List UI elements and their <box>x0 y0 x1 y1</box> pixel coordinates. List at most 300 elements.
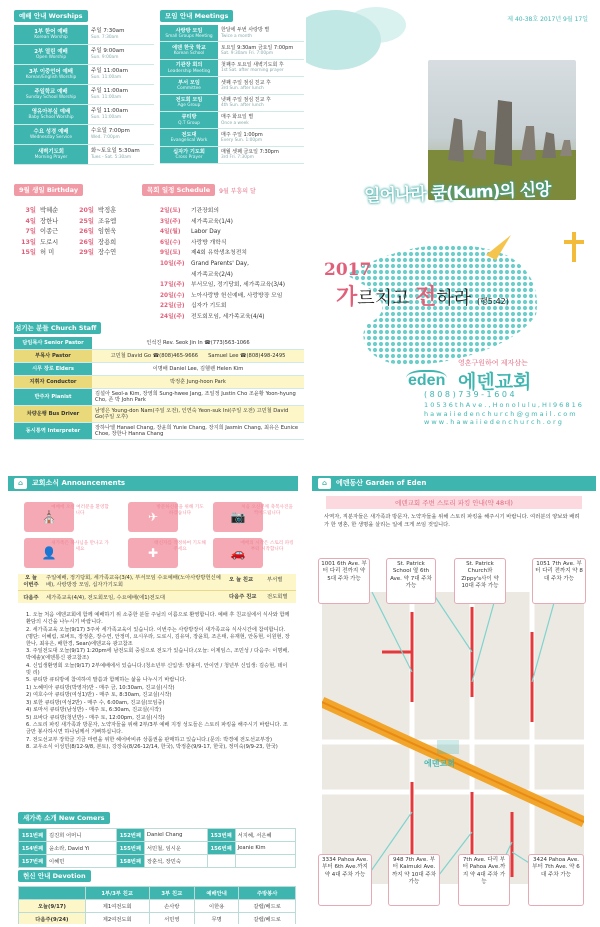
worship-time-ko: 주일 9:00am <box>91 48 125 55</box>
meeting-row <box>160 42 304 59</box>
meeting-info-en: Twice a month <box>221 33 252 39</box>
meeting-name-en: Leadership Meeting <box>167 68 211 74</box>
schedule-event: 세가족교육(2/4) <box>191 271 233 278</box>
announcement-item: 3) 로한 큐티방(여성2반) - 매주 수, 6:00am, 진교실(모임중) <box>26 699 165 706</box>
birthday-row <box>18 248 76 259</box>
staff-role: 동시통역 Interpreter <box>14 423 92 439</box>
banner-panel <box>306 0 600 460</box>
staff-role: 반주자 Pianist <box>14 389 92 405</box>
year-label: 2017 <box>324 260 372 280</box>
staff-role: 지휘자 Conductor <box>14 376 92 388</box>
cross-icon <box>564 232 584 262</box>
meeting-name-en: Cross Prayer <box>175 155 203 161</box>
newcomer-empty <box>235 855 295 868</box>
meeting-info-ko: 토요일 9:30am 금요일 7:00pm <box>221 44 294 51</box>
meeting-info-ko: 매주 화요일 별 <box>221 114 254 121</box>
meeting-name <box>160 42 218 58</box>
newcomer-name: 김진희 어머니 <box>47 829 117 842</box>
garden-panel <box>312 476 596 924</box>
meeting-name-ko: 부서 모임 <box>178 79 200 86</box>
meeting-info <box>218 77 304 93</box>
worship-row <box>14 65 154 85</box>
today-fellowship: 부서별 <box>267 577 283 583</box>
pastor-card-icon: 👤 <box>24 538 74 568</box>
meeting-row <box>160 25 304 42</box>
birthday-date: 20일 <box>79 207 94 214</box>
schedule-event: 전도회모임, 세가족교육(4/4) <box>191 313 265 320</box>
staff-row <box>14 363 304 376</box>
newcomer-name: 서민철, 임시운 <box>144 842 207 855</box>
newcomer-name: 이혜민 <box>47 855 117 868</box>
staff-name: 고민철 David Go ☎(808)465-9666 <box>110 352 199 359</box>
worship-name-ko: 1부 한어 예배 <box>34 28 68 35</box>
meeting-name-en: Committee <box>177 85 201 91</box>
worship-name <box>14 85 88 104</box>
schedule-date: 6일(수) <box>160 239 181 246</box>
worship-name-en: Open Worship <box>35 55 67 61</box>
meeting-name-ko: 큐티방 <box>181 114 197 121</box>
birthday-date: 29일 <box>79 249 94 256</box>
birthday-row <box>76 217 134 228</box>
schedule-row <box>160 280 304 291</box>
card-text-1: 예배에 오신 여러분을 환영합니다 <box>51 505 109 516</box>
staff-names <box>92 376 304 388</box>
meeting-name-en: Small Groups Meeting <box>165 33 213 39</box>
birthday-name: 장한나 <box>40 217 59 225</box>
schedule-header: 목회 일정 Schedule <box>142 184 215 196</box>
birthday-name: 장수연 <box>98 249 117 256</box>
announcement-item: 1) 노혜미아 큐티방(박영자)반 - 매주 금, 10:30am, 진교실(시작) <box>26 684 175 691</box>
staff-name: 장하나엘 Hanael Chang, 장윤희 Yunie Chang, 장지희 Jasmin Chang, 최유은 Eunice Choe, 장한나 Hanna Chang <box>95 424 299 437</box>
worship-row <box>14 85 154 105</box>
worship-name-en: Sunday School Worship <box>25 95 77 101</box>
staff-names <box>92 350 304 362</box>
meeting-name-ko: 전도대 <box>181 131 197 138</box>
newcomer-empty <box>207 855 235 868</box>
schedule-row <box>160 301 304 312</box>
worship-time-ko: 주일 11:00am <box>91 108 128 115</box>
worship-row <box>14 125 154 145</box>
birthday-date: 26일 <box>79 238 94 246</box>
announcements-panel <box>8 476 298 924</box>
announcement-item: 5) 요바다 큐티방(청년반) - 매주 토, 12:00pm, 진교실(시작) <box>26 714 165 721</box>
worship-name-en: Morning Prayer <box>34 155 68 161</box>
birthday-row <box>18 227 76 238</box>
slogan-text <box>336 280 509 311</box>
worship-name-ko: 3부 이중언어 예배 <box>29 68 73 75</box>
schedule-date: 10일(주) <box>160 260 185 267</box>
schedule-date: 24일(주) <box>160 313 185 320</box>
parking-spot-top-4: 1051 7th Ave. 부터 다리 전까지 약 8대 주차 가능 <box>532 558 586 604</box>
slogan-c: 전 <box>415 285 437 310</box>
card-text-5: 태신자를 작정하여 기도해주세요 <box>154 541 206 552</box>
schedule-event: Grand Parents' Day, <box>191 260 249 267</box>
worship-time-en: Sun. 11:00am <box>91 95 122 101</box>
parking-subtitle: 에덴교회 주변 스토리 파킹 안내(약 48대) <box>326 496 582 509</box>
birthday-column <box>18 206 76 259</box>
announcement-item: 6. 스토리 파킹 새가족과 방문자, 노약자들을 위해 2부/3부 예배 지정 성도들은 스토리 파킹을 해주시기 바랍니다. 조금만 봉사하시면 하나님께서 기뻐하십니다. <box>26 722 288 736</box>
staff-role: 시무 장로 Elders <box>14 363 92 375</box>
meeting-row <box>160 147 304 164</box>
church-motto: 영혼구원하여 제자삼는 <box>458 359 528 367</box>
meeting-row <box>160 129 304 146</box>
staff-role: 차량운행 Bus Driver <box>14 406 92 422</box>
church-web: w w w . h a w a i i e d e n c h u r c h . o r g <box>424 418 562 427</box>
staff-names <box>92 389 304 405</box>
staff-header: 섬기는 분들 Church Staff <box>14 322 101 334</box>
devotion-head: 3부 친교 <box>149 887 194 900</box>
meeting-name-en: Korean School <box>173 51 205 57</box>
birthday-name: 조유엠 <box>98 217 117 225</box>
meeting-info-en: 1st Sat. after morning prayer <box>221 68 284 74</box>
meeting-info-ko: 매주 주일 1:00pm <box>221 131 263 138</box>
meeting-info-en: Once a week <box>221 120 249 126</box>
meeting-row <box>160 77 304 94</box>
schedule-event: 사랑방 개학식 <box>191 239 227 246</box>
card-text-2: 방문하신분을 위해 기도 하겠습니다 <box>156 505 204 516</box>
worship-row <box>14 45 154 65</box>
staff-names <box>92 406 304 422</box>
staff-row <box>14 389 304 406</box>
camera-card-icon: 📷 <box>213 502 263 532</box>
announcement-item: 5. 큐티방 큐티방에 참여하여 말씀과 함께하는 삶을 나누시기 바랍니다. <box>26 677 187 684</box>
birthday-name: 임현욱 <box>98 228 117 235</box>
worship-name <box>14 25 88 44</box>
duty-table <box>18 574 296 603</box>
meeting-info-en: Every Sun. 1:00pm <box>221 137 263 143</box>
schedule-row <box>160 206 304 217</box>
slogan-a: 가 <box>336 285 358 310</box>
devotion-cell: 손사랑 <box>149 900 194 913</box>
parking-spot-bottom-1: 3334 Pahoa Ave. 부터 6th Ave.까지 약 4대 주차 가능 <box>318 854 372 906</box>
devotion-head: 주방봉사 <box>239 887 296 900</box>
meeting-name-ko: 에덴 한국 학교 <box>172 44 206 51</box>
garden-title: 에덴동산 Garden of Eden <box>336 479 427 487</box>
worship-time <box>88 105 154 124</box>
card-text-4: 새가족은 목사님을 만나고 가세요 <box>51 541 109 552</box>
newcomer-number: 152번째 <box>116 829 144 842</box>
devotion-cell: 무명 <box>194 913 238 925</box>
banner-title: 일어나라 쿰(Kum)의 신앙 <box>363 179 551 207</box>
staff-name: 남영은 Young-don Nam(주일 오전), 인연숙 Yeon-suk Ini(주일 오전) 고민철 David Go(주일 오후) <box>95 407 289 420</box>
birthday-name: 박혜순 <box>40 207 59 214</box>
church-contact <box>424 390 582 427</box>
this-week-text: 주일예배, 정기당회, 세가족교육(3/4), 부서모임 수요예배(노아사랑방헌신예배), 사랑방장 모임, 십자가기도회 <box>46 575 221 588</box>
birthday-row <box>18 217 76 228</box>
newcomer-name: 서지혜, 서은혜 <box>235 829 295 842</box>
schedule-row <box>160 248 304 259</box>
schedule-row <box>160 312 304 323</box>
meeting-info-en: 3rd Sun. after lunch <box>221 85 264 91</box>
schedule-date: 9일(토) <box>160 250 181 257</box>
meetings-list <box>160 25 304 164</box>
newcomer-number: 151번째 <box>19 829 47 842</box>
birthday-name: 이종근 <box>40 228 59 235</box>
parking-spot-bottom-3: 7th Ave. 다리 부터 Pahoa Ave.까지 약 4대 주차 가능 <box>458 854 510 906</box>
parking-spot-top-3: St. Patrick Church와 Zippy's사이 약 10대 주차 가능 <box>454 558 506 604</box>
newcomer-number: 156번째 <box>207 842 235 855</box>
announcement-item: 2. 세가족교육 오늘(9/17) 3주차 세가족교육이 있습니다. 이번주는 사랑방장이 새가족교육 식사시간에 참여합니다.(명단: 이혜림, 로버트, 장정훈, 장수연, 안정미, 요시우라, 도로시, 김유덕, 장윤희, 조은태, 유재현, 안동현, 이원현, 장한나, 최유은, 배한경, Sean)에덴교육 광고참조 <box>26 626 290 647</box>
worship-name-ko: 새벽기도회 <box>37 148 65 155</box>
map-church-label: 에덴교회 <box>424 759 455 768</box>
worship-time <box>88 85 154 104</box>
banner-slogan <box>324 260 371 280</box>
schedule-date <box>160 270 188 281</box>
schedule-event: 제4회 유학생초청전치 <box>191 250 247 257</box>
staff-names <box>92 337 304 349</box>
schedule-row <box>160 259 304 270</box>
meeting-name-ko: 십자가 기도회 <box>173 149 205 156</box>
birthday-row <box>18 238 76 249</box>
staff-row <box>14 337 304 350</box>
newcomer-number: 157번째 <box>19 855 47 868</box>
worship-name-ko: 수요 성경 예배 <box>33 128 69 135</box>
schedule-subtitle: 9월 부흥의 달 <box>219 187 256 195</box>
schedule-row <box>160 217 304 228</box>
worship-time-ko: 주일 11:00am <box>91 68 128 75</box>
birthday-date: 7일 <box>25 228 36 235</box>
devotion-head <box>19 887 86 900</box>
birthday-list <box>14 206 154 259</box>
worship-row <box>14 145 154 165</box>
next-fellowship: 전도회별 <box>267 593 288 600</box>
meeting-info-en: Sat. 9:30am Fri. 7:00pm <box>221 51 274 57</box>
card-text-6: 예배의 시작은 스토리 파킹부터 시작합니다 <box>240 541 294 552</box>
meeting-name <box>160 112 218 128</box>
worship-name-ko: 2부 열린 예배 <box>34 48 68 55</box>
birthday-row <box>76 206 134 217</box>
meeting-info <box>218 129 304 145</box>
staff-names <box>92 423 304 439</box>
meeting-name-ko: 전도회 모임 <box>175 97 203 104</box>
meeting-info-en: 4th Sun. after lunch <box>221 103 264 109</box>
meeting-info-en: 3rd Fri. 7:30pm <box>221 155 254 161</box>
newcomer-number: 158번째 <box>116 855 144 868</box>
mission-card-icon: ✚ <box>128 538 178 568</box>
meeting-name <box>160 147 218 163</box>
birthday-date: 25일 <box>79 217 94 225</box>
worship-time-en: Sun. 9:00am <box>91 55 119 61</box>
devotion-cell: 갈렙/베드로 <box>239 900 296 913</box>
birthday-row <box>76 248 134 259</box>
worship-name <box>14 125 88 144</box>
announcement-list <box>26 612 292 752</box>
prayer-card-icon: ✈ <box>128 502 178 532</box>
eden-logo-mark: eden <box>408 372 446 389</box>
announcement-item: 4) 로마서 큐티방(남성반) - 매주 토, 6:30am, 진교실(시작) <box>26 707 162 714</box>
newcomer-name: 윤소라, David Yi <box>47 842 117 855</box>
meeting-info-ko: 첫째주 토요일 새벽기도회 후 <box>221 62 284 69</box>
issue-date: 제 40-38호 2017년 9월 17일 <box>507 16 588 23</box>
meeting-info-ko: 셋째 주일 점심 친교 후 <box>221 79 271 86</box>
birthday-name: 장용희 <box>98 238 117 246</box>
staff-name: 이명배 Daniel Lee, 김헬렌 Helen Kim <box>152 365 244 372</box>
schedule-event: Labor Day <box>191 229 221 236</box>
devotion-head: 예배안내 <box>194 887 238 900</box>
birthday-date: 26일 <box>79 228 94 235</box>
house-icon: ⌂ <box>318 478 331 489</box>
next-week-label: 다음주 <box>23 594 39 601</box>
worship-time <box>88 45 154 64</box>
worship-row <box>14 25 154 45</box>
devotion-table <box>18 886 296 924</box>
parking-spot-bottom-2: 948 7th Ave. 부터 Kaimuki Ave.까지 약 10대 주차 가능 <box>388 854 440 906</box>
birthday-row <box>76 238 134 249</box>
newcomers-header: 새가족 소개 New Comers <box>18 812 110 824</box>
garden-header <box>312 476 596 491</box>
worship-time-ko: 화~토요일 5:30am <box>91 148 140 155</box>
schedule-date: 17일(주) <box>160 282 185 289</box>
church-address: 1 0 5 3 6 t h A v e . , H o n o l u l u , H I 9 6 8 1 6 <box>424 400 582 409</box>
birthday-date: 13일 <box>21 238 36 246</box>
worship-name-en: Wednesday Service <box>29 135 73 141</box>
next-week-text: 세가족교육(4/4), 전도회모임, 수요예배(에1)전도대 <box>46 594 165 601</box>
devotion-cell: 갈렙/베드로 <box>239 913 296 925</box>
meeting-row <box>160 95 304 112</box>
worship-row <box>14 105 154 125</box>
worship-time-en: Wed. 7:00pm <box>91 135 120 141</box>
staff-name: 인석진 Rev. Seok Jin In ☎(773)563-1066 <box>146 339 250 346</box>
meeting-name-ko: 기관장 회의 <box>175 62 203 69</box>
staff-row <box>14 406 304 423</box>
worship-time-ko: 주일 11:00am <box>91 88 128 95</box>
devotion-cell: 제1여전도회 <box>85 900 149 913</box>
announcement-item: 1. 오늘 처음 에덴교회에 함께 예배하기 위 소중한 분들 주님의 이름으로 환영합니다. 예배 후 친교실에서 식사와 함께 환담의 시간을 나누시기 바랍니다. <box>26 612 290 626</box>
devotion-cell: 이한용 <box>194 900 238 913</box>
worship-name <box>14 45 88 64</box>
devotion-head: 1부/3부 친교 <box>85 887 149 900</box>
schedule-date: 3일(주) <box>160 218 181 225</box>
schedule-row <box>160 238 304 249</box>
meeting-info <box>218 60 304 76</box>
schedule-list <box>142 206 304 323</box>
meeting-name-en: Age Group <box>177 103 201 109</box>
staff-row <box>14 350 304 363</box>
worship-name-ko: 주일학교 예배 <box>34 88 68 95</box>
schedule-event: 십자가 기도회 <box>191 303 227 310</box>
meeting-name <box>160 95 218 111</box>
welcome-card-icon: ⛪ <box>24 502 74 532</box>
staff-name: 김설아 Seol-a Kim, 장영희 Sung-hwee Jang, 조일정 Justin Cho 조윤황 Yoon-hyung Cho, 존 박 John Park <box>95 390 296 403</box>
newcomers-table <box>18 828 296 868</box>
meeting-info <box>218 25 304 41</box>
meeting-info-ko: 매월 셋째 금요일 7:30pm <box>221 149 279 156</box>
verse-label: (행5:42) <box>476 297 509 306</box>
worship-name-en: Korean Worship <box>34 35 68 41</box>
worship-time <box>88 125 154 144</box>
this-week-label: 이번주 <box>23 581 39 588</box>
staff-row <box>14 423 304 440</box>
next-fellowship-label: 다음주 친교 <box>229 593 257 600</box>
worship-time-en: Sun. 7:30am <box>91 35 119 41</box>
devotion-cell: 서민영 <box>149 913 194 925</box>
meeting-info-ko: 넷째 주일 점심 친교 후 <box>221 96 271 103</box>
devotion-header: 헌신 안내 Devotion <box>18 870 91 882</box>
newcomer-name: 장훈석, 장민숙 <box>144 855 207 868</box>
house-icon: ⌂ <box>14 478 27 489</box>
staff-name: 박정훈 Jung-hoon Park <box>170 378 226 385</box>
schedule-row <box>160 270 304 281</box>
birthday-name: 도로시 <box>40 238 59 246</box>
worship-time-ko: 수요일 7:00pm <box>91 128 130 135</box>
parking-card-icon: 🚗 <box>213 538 263 568</box>
worship-list <box>14 25 154 165</box>
parking-spot-top-1: 1001 6th Ave. 부터 다리 전까지 약 5대 주차 가능 <box>318 558 370 604</box>
worship-time <box>88 25 154 44</box>
devotion-cell: 제2여전도회 <box>85 913 149 925</box>
announcement-item: 8. 교우소식 이성민(8/12-9/8, 본토), 강장옥(8/26-12/14, 한국), 박정훈(9/9-17, 한국), 정미숙(9/9-23, 한국) <box>26 744 278 751</box>
meeting-name-en: Q.T Group <box>178 120 200 126</box>
parking-map <box>322 592 584 884</box>
schedule-event: 부서모임, 정기당회, 세가족교육(3/4) <box>191 282 286 289</box>
worship-header: 예배 안내 Worships <box>14 10 88 22</box>
meeting-name <box>160 129 218 145</box>
meeting-row <box>160 60 304 77</box>
slogan-b: 르치고 <box>357 288 416 309</box>
birthday-name: 박정훈 <box>98 207 117 214</box>
newcomer-number: 153번째 <box>207 829 235 842</box>
schedule-date: 2일(토) <box>160 208 181 214</box>
schedule-event: 노아사랑방 헌신예배, 사랑방장 모임 <box>191 292 283 299</box>
schedule-date: 4일(월) <box>160 229 181 236</box>
worship-time <box>88 65 154 84</box>
meeting-info <box>218 112 304 128</box>
today-fellowship-label: 오 늘 친교 <box>229 577 254 583</box>
meeting-info <box>218 147 304 163</box>
meetings-header: 모임 안내 Meetings <box>160 10 233 22</box>
staff-names <box>92 363 304 375</box>
parking-spot-top-2: St. Patrick School 옆 6th Ave. 약 7대 주차 가능 <box>386 558 436 604</box>
staff-panel <box>14 322 304 462</box>
meeting-row <box>160 112 304 129</box>
schedule-date: 20일(수) <box>160 292 185 299</box>
meeting-info <box>218 95 304 111</box>
devotion-cell: 오늘(9/17) <box>19 900 86 913</box>
worship-name-en: Korean/English Worship <box>25 75 77 81</box>
staff-list <box>14 337 304 440</box>
schedule-row <box>160 291 304 302</box>
card-text-3: 처음 오신분께 축복사진을 찍어드립니다 <box>241 505 293 516</box>
announcements-title: 교회소식 Announcements <box>32 479 126 487</box>
staff-row <box>14 376 304 389</box>
birthday-date: 3일 <box>25 207 36 214</box>
announcement-item: 3. 주일전도대 오늘(9/17) 1:20pm에 남전도회 중심으로 전도가 있습니다.(오늘: 이제임스, 조민성 / 다음주: 이명배, 박예솔)(에덴통신 광고참조) <box>26 648 290 662</box>
schedule-date: 22일(금) <box>160 303 185 310</box>
church-phone: ( 8 0 8 ) 7 3 9 - 1 6 0 4 <box>424 390 515 399</box>
birthday-name: 허 미 <box>40 249 55 256</box>
schedule-row <box>160 227 304 238</box>
worship-name <box>14 145 88 164</box>
today-label: 오 늘 <box>24 575 38 581</box>
announcement-item: 4. 신입생환영회 오늘(9/17) 2부예배에서 있습니다.(청소년부 신입생: 양용미, 안이연 / 청년부 신입생: 김승현, 데이빗 리) <box>26 662 288 676</box>
worship-name-ko: 영유아부실 예배 <box>31 108 71 115</box>
worship-time <box>88 145 154 164</box>
worship-time-en: Sun. 11:00am <box>91 115 122 121</box>
slogan-d: 하라 <box>436 288 472 309</box>
schedule-event: 세가족교육(1/4) <box>191 218 233 225</box>
birthday-row <box>18 206 76 217</box>
birthday-header: 9월 생일 Birthday <box>14 184 83 196</box>
meeting-name <box>160 77 218 93</box>
meeting-name-ko: 사랑방 모임 <box>175 27 203 34</box>
worship-time-en: Tues - Sat. 5:30am <box>91 155 132 161</box>
worship-time-ko: 주일 7:30am <box>91 28 125 35</box>
parking-spot-bottom-4: 3424 Pahoa Ave. 부터 7th Ave. 약 6대 주차 가능 <box>528 854 584 906</box>
newcomer-name: Jeanie Kim <box>235 842 295 855</box>
newcomer-name: Daniel Chang <box>144 829 207 842</box>
staff-name-2: Samuel Lee ☎(808)498-2495 <box>208 352 286 359</box>
staff-role: 부목사 Pastor <box>14 350 92 362</box>
